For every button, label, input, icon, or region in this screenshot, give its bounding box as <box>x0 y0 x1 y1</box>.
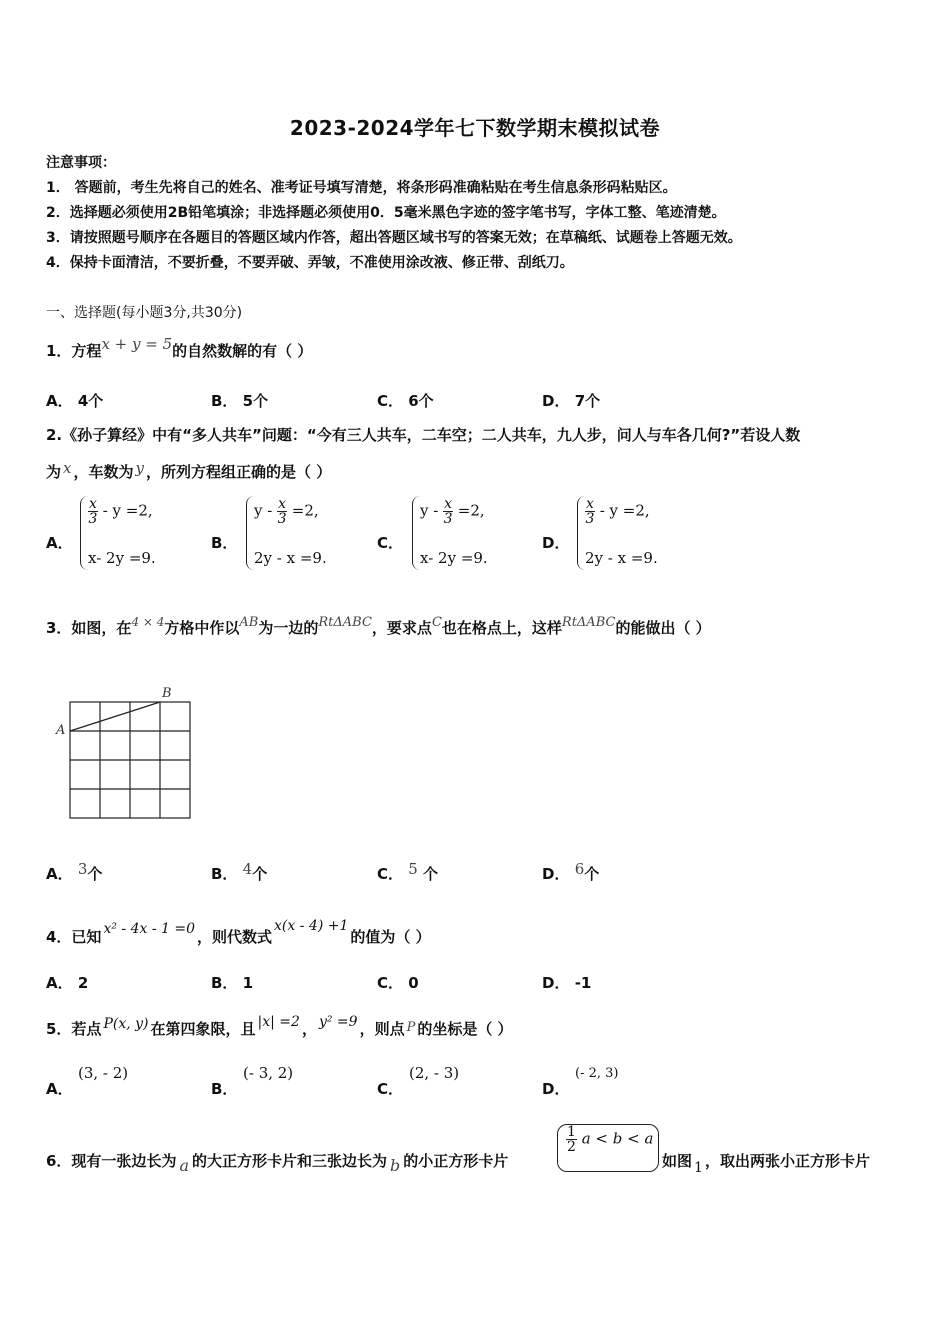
q2-line-2: 为 x ，车数为 y ，所列方程组正确的是（ ） <box>46 459 332 481</box>
question-5: 5．若点 P(x, y) 在第四象限，且 |x| =2 ， y² =9 ，则点 P 的坐标是（ ） <box>46 1014 513 1038</box>
q1-prefix: 1．方程 <box>46 342 102 360</box>
q2-d-eq1: $\frac{x}{3}$ - y =2, <box>585 496 650 527</box>
q5-option-b-value: (- 3, 2) <box>243 1064 294 1082</box>
q6-condition: $\frac{1}{2}$ a < b < a <box>567 1124 654 1155</box>
q1-option-c[interactable]: C． 6个 <box>377 392 434 410</box>
var-x: x <box>63 459 72 477</box>
q2-a-eq1: $\frac{x}{3}$ - y =2, <box>88 496 153 527</box>
var-y: y <box>135 459 144 477</box>
q6-part-1: 6．现有一张边长为 a 的大正方形卡片和三张边长为 b 的小正方形卡片 <box>46 1152 509 1175</box>
section-heading: 一、选择题(每小题3分,共30分) <box>46 305 243 321</box>
point-a-label: A <box>56 723 66 738</box>
q1-option-b[interactable]: B． 5个 <box>211 392 269 410</box>
grid-figure <box>52 680 197 822</box>
notice-item: 4．保持卡面清洁，不要折叠，不要弄破、弄皱，不准使用涂改液、修正带、刮纸刀。 <box>46 255 574 271</box>
q2-line-1: 2.《孙子算经》中有“多人共车”问题：“今有三人共车，二车空；二人共车，九人步，问人与车各几何?”若设人数 <box>46 426 801 444</box>
q2-c-eq1: y - $\frac{x}{3}$ =2, <box>420 496 485 527</box>
q5-option-c-value: (2, - 3) <box>409 1064 460 1082</box>
q4-option-c[interactable]: C． 0 <box>377 974 419 992</box>
q1-equation: x + y = 5 <box>101 335 173 353</box>
notice-heading: 注意事项： <box>46 155 116 171</box>
q4-option-b[interactable]: B． 1 <box>211 974 254 992</box>
q2-option-a-label[interactable]: A． <box>46 534 73 552</box>
q3-option-a[interactable]: A． 3个 <box>46 860 103 883</box>
grid-lines <box>70 702 190 818</box>
segment-ab <box>70 702 160 731</box>
q2-d-eq2: 2y - x =9. <box>585 549 658 567</box>
q4-option-d[interactable]: D． -1 <box>542 974 592 992</box>
q1-suffix: 的自然数解的有（ ） <box>172 342 313 360</box>
point-b-label: B <box>162 686 172 701</box>
q5-option-c[interactable]: C． <box>377 1080 404 1098</box>
q2-c-eq2: x- 2y =9. <box>420 549 488 567</box>
q6-part-2: 如图 1 ，取出两张小正方形卡片 <box>662 1152 870 1176</box>
q2-option-d-label[interactable]: D． <box>542 534 570 552</box>
question-1 <box>46 335 313 361</box>
notice-item: 1． 答题前，考生先将自己的姓名、准考证号填写清楚，将条形码准确粘贴在考生信息条形码粘贴区。 <box>46 180 677 196</box>
notice-item: 2．选择题必须使用2B铅笔填涂；非选择题必须使用0．5毫米黑色字迹的签字笔书写，字体工整、笔迹清楚。 <box>46 205 726 221</box>
notice-item: 3．请按照题号顺序在各题目的答题区域内作答，超出答题区域书写的答案无效；在草稿纸、试题卷上答题无效。 <box>46 230 742 246</box>
q5-option-d-value: (- 2, 3) <box>575 1066 619 1081</box>
q1-option-d[interactable]: D． 7个 <box>542 392 601 410</box>
q4-option-a[interactable]: A． 2 <box>46 974 89 992</box>
q2-b-eq1: y - $\frac{x}{3}$ =2, <box>254 496 319 527</box>
q1-option-a[interactable]: A． 4个 <box>46 392 104 410</box>
question-4: 4．已知 x² - 4x - 1 =0 ，则代数式x(x - 4) +1的值为（ ） <box>46 918 431 946</box>
q2-a-eq2: x- 2y =9. <box>88 549 156 567</box>
q5-option-d[interactable]: D． <box>542 1080 570 1098</box>
question-3: 3．如图，在$^{4 \times 4}$方格中作以AB为一边的RtΔABC，要求点C也在格点上，这样RtΔABC的能做出（ ） <box>46 615 711 637</box>
page-title: 2023-2024学年七下数学期末模拟试卷 <box>289 116 661 140</box>
q2-option-b-label[interactable]: B． <box>211 534 238 552</box>
q3-option-c[interactable]: C． 5 个 <box>377 860 439 883</box>
q2-b-eq2: 2y - x =9. <box>254 549 327 567</box>
q3-option-d[interactable]: D． 6个 <box>542 860 600 883</box>
q5-option-a[interactable]: A． <box>46 1080 73 1098</box>
q5-option-b[interactable]: B． <box>211 1080 238 1098</box>
q2-option-c-label[interactable]: C． <box>377 534 404 552</box>
q5-option-a-value: (3, - 2) <box>78 1064 129 1082</box>
q3-option-b[interactable]: B． 4个 <box>211 860 268 883</box>
